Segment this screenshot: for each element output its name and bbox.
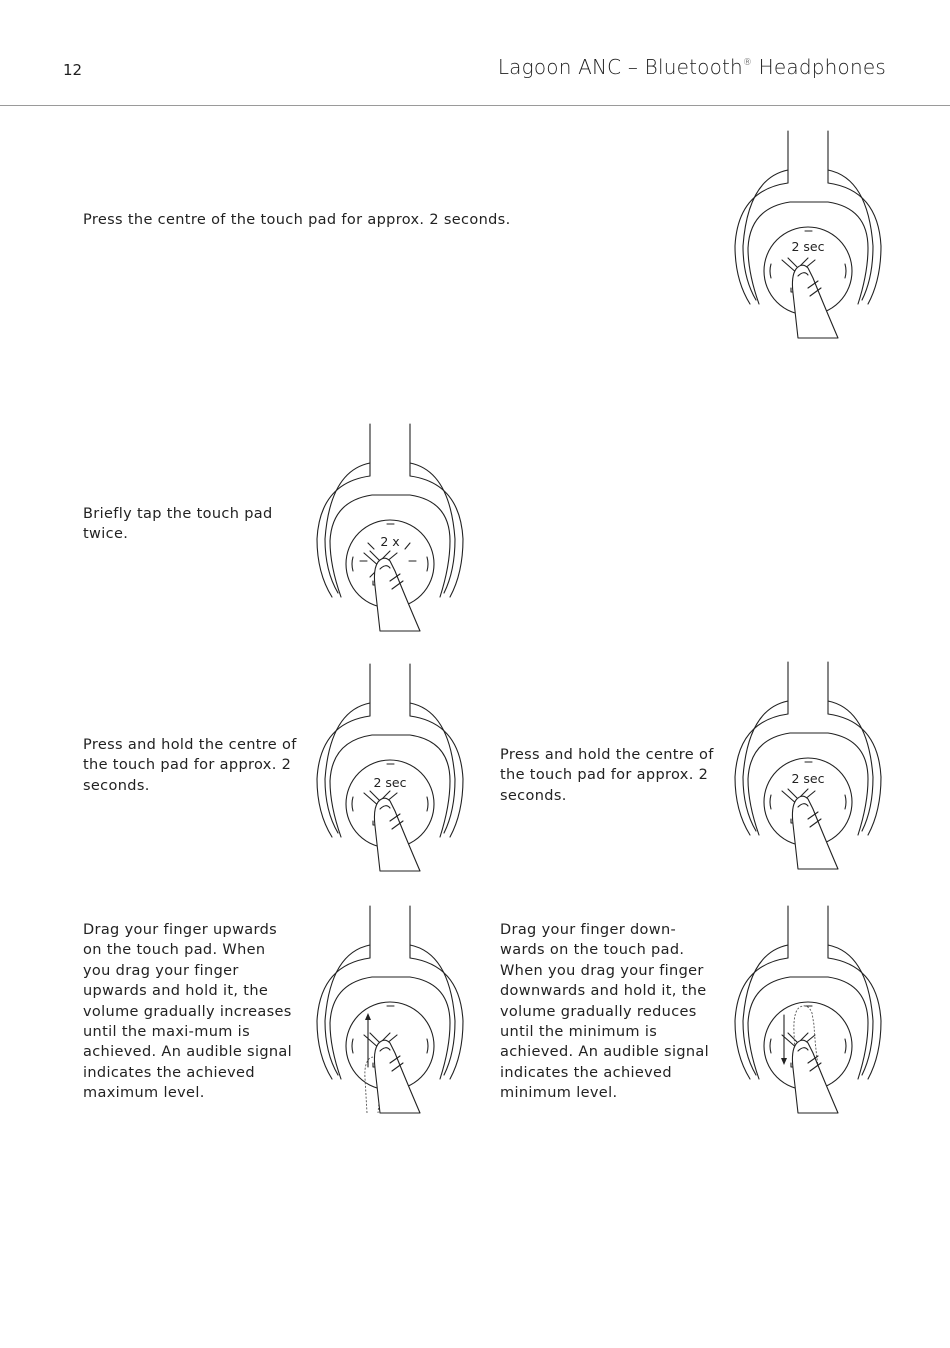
arrow-up-head-icon bbox=[365, 1013, 371, 1020]
instruction-text: Press the centre of the touch pad for approx. 2 seconds. bbox=[83, 212, 511, 228]
header-divider bbox=[0, 105, 950, 106]
headphone-figure bbox=[728, 128, 888, 338]
document-title bbox=[498, 55, 886, 79]
headphone-figure bbox=[310, 903, 470, 1113]
headphone-figure bbox=[310, 421, 470, 631]
swipe-down-gesture-illustration bbox=[728, 903, 888, 1113]
headphone-figure bbox=[728, 659, 888, 869]
headphone-figure bbox=[310, 661, 470, 871]
instruction-text: Drag your finger upwards on the touch pad. When you drag your finger upwards and hold it, the volume gradually increases until the maxi-mum is achieved. An audible signal indicates the achieved maximum level. bbox=[83, 922, 293, 1102]
double-tap-gesture-illustration bbox=[310, 421, 470, 631]
headphone-figure bbox=[728, 903, 888, 1113]
press-gesture-illustration bbox=[728, 128, 888, 338]
press-gesture-illustration bbox=[728, 659, 888, 869]
title-main: Lagoon ANC – Bluetooth bbox=[497, 55, 743, 79]
arrow-down-head-icon bbox=[781, 1058, 787, 1065]
gesture-label: 2 sec bbox=[791, 239, 825, 254]
gesture-label: 2 sec bbox=[373, 775, 407, 790]
gesture-label: 2 x bbox=[380, 534, 400, 549]
instruction-text: Drag your finger down-wards on the touch pad. When you drag your finger downwards and hold it, the volume gradually reduces until the minimum is achieved. An audible signal indicates the achieved minimum level. bbox=[500, 922, 710, 1102]
gesture-label: 2 sec bbox=[791, 771, 825, 786]
title-tail: Headphones bbox=[752, 55, 886, 79]
registered-mark: ® bbox=[742, 58, 753, 68]
page-number: 12 bbox=[63, 61, 83, 79]
instruction-text: Press and hold the centre of the touch pad for approx. 2 seconds. bbox=[500, 747, 714, 804]
instruction-text: Briefly tap the touch pad twice. bbox=[83, 506, 273, 543]
press-gesture-illustration bbox=[310, 661, 470, 871]
swipe-up-gesture-illustration bbox=[310, 903, 470, 1113]
instruction-text: Press and hold the centre of the touch pad for approx. 2 seconds. bbox=[83, 737, 297, 794]
